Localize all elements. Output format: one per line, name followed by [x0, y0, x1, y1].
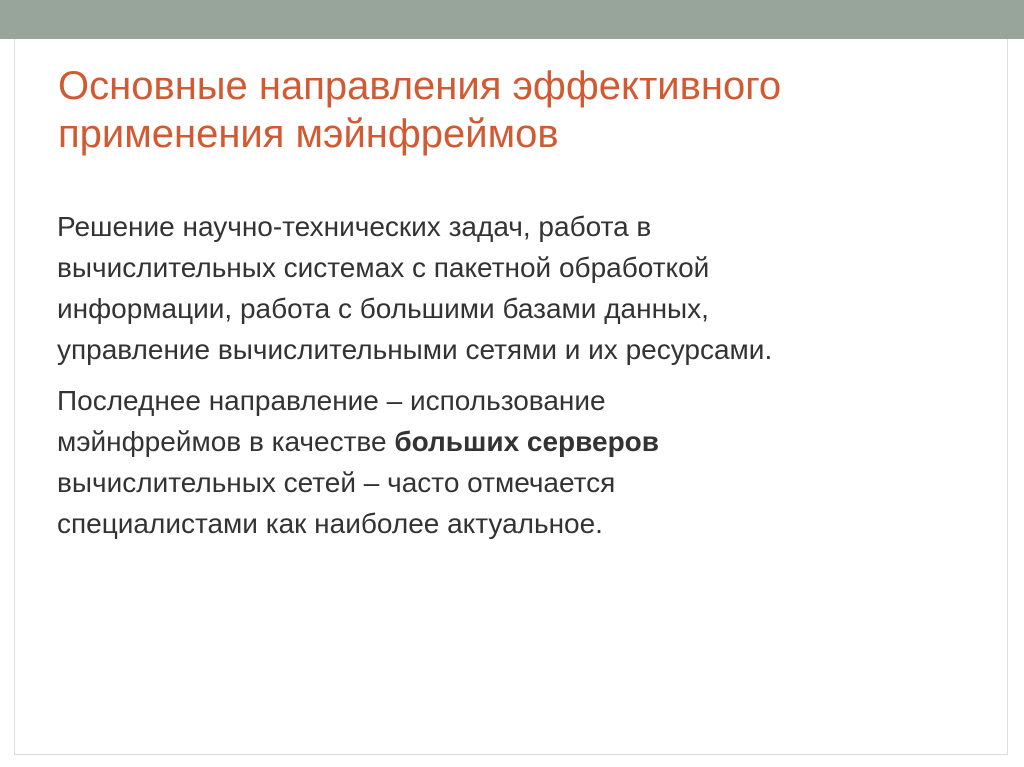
- paragraph-applications: Решение научно-технических задач, работа в вычислительных системах с пакетной обработкой информации, работа с большими базами данных, управление вычислительными сетями и их ресурсами.: [57, 211, 773, 365]
- paragraph-servers-part1: Последнее направление – использование мэйнфреймов в качестве: [57, 385, 606, 457]
- paragraph-servers: [57, 380, 937, 544]
- top-accent-bar: [0, 0, 1024, 39]
- slide-body: [57, 206, 937, 554]
- emphasis-large-servers: больших серверов: [394, 426, 659, 457]
- paragraph-servers-part2: вычислительных сетей – часто отмечается специалистами как наиболее актуальное.: [57, 467, 616, 539]
- slide-title: Основные направления эффективного применения мэйнфреймов: [58, 64, 782, 156]
